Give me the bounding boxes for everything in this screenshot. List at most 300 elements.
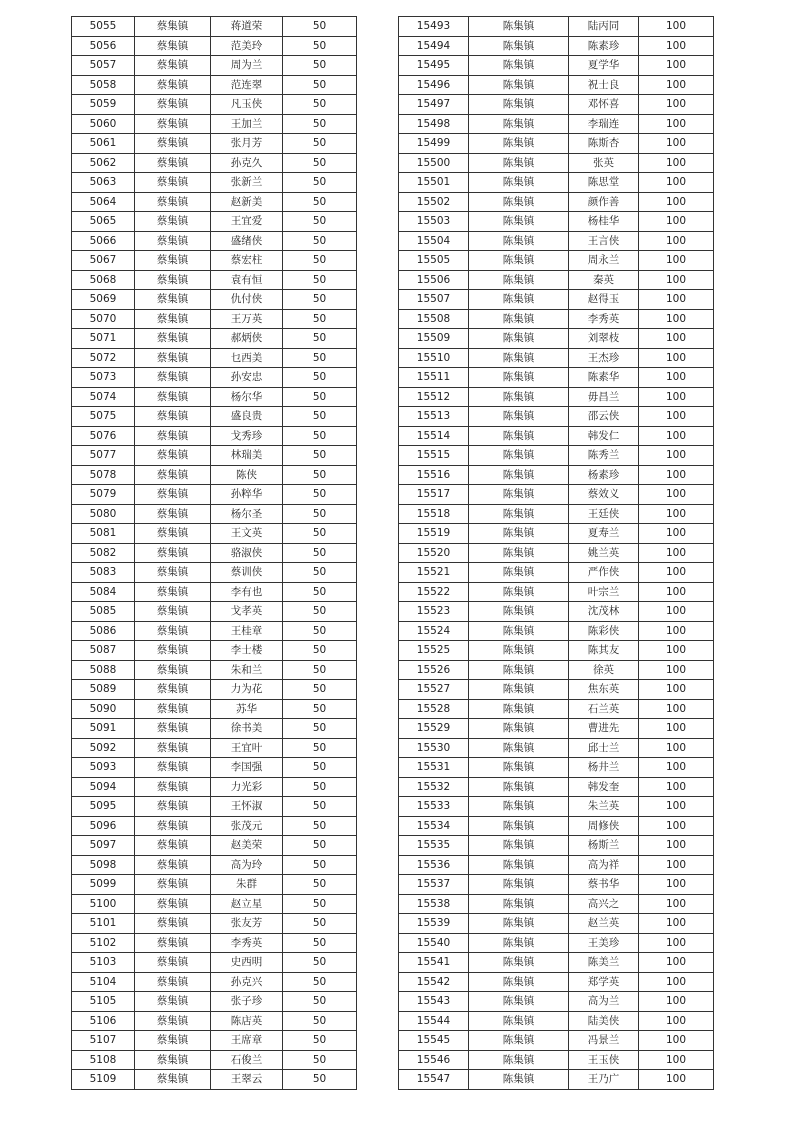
name-cell: 杨素珍	[569, 465, 639, 485]
town-cell: 陈集镇	[469, 992, 569, 1012]
row-number-cell: 15497	[399, 95, 469, 115]
town-cell: 陈集镇	[469, 134, 569, 154]
amount-cell: 50	[283, 387, 357, 407]
row-number-cell: 5092	[72, 738, 135, 758]
amount-cell: 100	[639, 855, 714, 875]
town-cell: 蔡集镇	[135, 231, 211, 251]
table-row	[72, 114, 357, 134]
amount-cell: 50	[283, 641, 357, 661]
table-row	[399, 933, 714, 953]
name-cell: 戈孝英	[211, 602, 283, 622]
amount-cell: 50	[283, 894, 357, 914]
row-number-cell: 5100	[72, 894, 135, 914]
row-number-cell: 15527	[399, 680, 469, 700]
amount-cell: 50	[283, 426, 357, 446]
town-cell: 陈集镇	[469, 1031, 569, 1051]
table-row	[72, 270, 357, 290]
town-cell: 陈集镇	[469, 836, 569, 856]
row-number-cell: 15528	[399, 699, 469, 719]
table-row	[72, 56, 357, 76]
amount-cell: 100	[639, 563, 714, 583]
name-cell: 杨井兰	[569, 758, 639, 778]
town-cell: 陈集镇	[469, 426, 569, 446]
amount-cell: 50	[283, 543, 357, 563]
town-cell: 陈集镇	[469, 582, 569, 602]
town-cell: 陈集镇	[469, 212, 569, 232]
town-cell: 陈集镇	[469, 543, 569, 563]
amount-cell: 50	[283, 504, 357, 524]
amount-cell: 50	[283, 173, 357, 193]
town-cell: 蔡集镇	[135, 992, 211, 1012]
row-number-cell: 15520	[399, 543, 469, 563]
town-cell: 陈集镇	[469, 524, 569, 544]
row-number-cell: 15506	[399, 270, 469, 290]
row-number-cell: 5108	[72, 1050, 135, 1070]
row-number-cell: 15494	[399, 36, 469, 56]
town-cell: 蔡集镇	[135, 855, 211, 875]
row-number-cell: 15513	[399, 407, 469, 427]
row-number-cell: 5082	[72, 543, 135, 563]
name-cell: 徐英	[569, 660, 639, 680]
row-number-cell: 15525	[399, 641, 469, 661]
amount-cell: 50	[283, 56, 357, 76]
table-row	[72, 543, 357, 563]
town-cell: 蔡集镇	[135, 543, 211, 563]
table-row	[399, 348, 714, 368]
amount-cell: 50	[283, 621, 357, 641]
table-row	[399, 699, 714, 719]
name-cell: 周永兰	[569, 251, 639, 271]
name-cell: 祝士良	[569, 75, 639, 95]
table-row	[72, 1011, 357, 1031]
name-cell: 凡玉侠	[211, 95, 283, 115]
table-row	[399, 738, 714, 758]
name-cell: 史西明	[211, 953, 283, 973]
name-cell: 陈思堂	[569, 173, 639, 193]
row-number-cell: 15546	[399, 1050, 469, 1070]
name-cell: 石兰英	[569, 699, 639, 719]
town-cell: 陈集镇	[469, 114, 569, 134]
amount-cell: 50	[283, 914, 357, 934]
amount-cell: 50	[283, 816, 357, 836]
row-number-cell: 15544	[399, 1011, 469, 1031]
town-cell: 陈集镇	[469, 231, 569, 251]
name-cell: 赵立星	[211, 894, 283, 914]
amount-cell: 100	[639, 797, 714, 817]
table-row	[399, 816, 714, 836]
town-cell: 陈集镇	[469, 1050, 569, 1070]
town-cell: 蔡集镇	[135, 251, 211, 271]
amount-cell: 100	[639, 309, 714, 329]
town-cell: 蔡集镇	[135, 1050, 211, 1070]
amount-cell: 50	[283, 933, 357, 953]
town-cell: 蔡集镇	[135, 894, 211, 914]
name-cell: 陆丙同	[569, 17, 639, 37]
table-row	[72, 582, 357, 602]
row-number-cell: 5072	[72, 348, 135, 368]
table-row	[399, 524, 714, 544]
town-cell: 陈集镇	[469, 699, 569, 719]
row-number-cell: 15531	[399, 758, 469, 778]
name-cell: 李秀英	[211, 933, 283, 953]
amount-cell: 100	[639, 387, 714, 407]
row-number-cell: 5105	[72, 992, 135, 1012]
table-row	[72, 602, 357, 622]
table-row	[72, 641, 357, 661]
amount-cell: 100	[639, 582, 714, 602]
town-cell: 蔡集镇	[135, 602, 211, 622]
town-cell: 蔡集镇	[135, 446, 211, 466]
name-cell: 陈侠	[211, 465, 283, 485]
name-cell: 孙安忠	[211, 368, 283, 388]
name-cell: 石俊兰	[211, 1050, 283, 1070]
town-cell: 蔡集镇	[135, 504, 211, 524]
table-row	[399, 309, 714, 329]
name-cell: 王翠云	[211, 1070, 283, 1090]
table-row	[399, 1011, 714, 1031]
name-cell: 盛绪侠	[211, 231, 283, 251]
town-cell: 蔡集镇	[135, 933, 211, 953]
row-number-cell: 5060	[72, 114, 135, 134]
name-cell: 郝炳侠	[211, 329, 283, 349]
table-row	[399, 465, 714, 485]
name-cell: 朱兰英	[569, 797, 639, 817]
table-row	[399, 914, 714, 934]
name-cell: 朱和兰	[211, 660, 283, 680]
row-number-cell: 5063	[72, 173, 135, 193]
town-cell: 蔡集镇	[135, 777, 211, 797]
amount-cell: 50	[283, 660, 357, 680]
row-number-cell: 5071	[72, 329, 135, 349]
table-row	[72, 290, 357, 310]
row-number-cell: 5059	[72, 95, 135, 115]
town-cell: 蔡集镇	[135, 134, 211, 154]
amount-cell: 100	[639, 251, 714, 271]
town-cell: 蔡集镇	[135, 426, 211, 446]
row-number-cell: 5087	[72, 641, 135, 661]
table-row	[72, 134, 357, 154]
name-cell: 戈秀珍	[211, 426, 283, 446]
town-cell: 蔡集镇	[135, 387, 211, 407]
amount-cell: 100	[639, 641, 714, 661]
town-cell: 蔡集镇	[135, 660, 211, 680]
row-number-cell: 15507	[399, 290, 469, 310]
name-cell: 蔡训侠	[211, 563, 283, 583]
row-number-cell: 15529	[399, 719, 469, 739]
name-cell: 杨尔华	[211, 387, 283, 407]
name-cell: 夏学华	[569, 56, 639, 76]
row-number-cell: 5056	[72, 36, 135, 56]
town-cell: 蔡集镇	[135, 407, 211, 427]
table-row	[399, 777, 714, 797]
amount-cell: 100	[639, 270, 714, 290]
table-row	[399, 972, 714, 992]
name-cell: 王廷侠	[569, 504, 639, 524]
town-cell: 蔡集镇	[135, 329, 211, 349]
row-number-cell: 15505	[399, 251, 469, 271]
name-cell: 郑学英	[569, 972, 639, 992]
town-cell: 蔡集镇	[135, 309, 211, 329]
row-number-cell: 15502	[399, 192, 469, 212]
amount-cell: 50	[283, 134, 357, 154]
town-cell: 陈集镇	[469, 270, 569, 290]
amount-cell: 100	[639, 621, 714, 641]
amount-cell: 100	[639, 894, 714, 914]
row-number-cell: 5067	[72, 251, 135, 271]
table-row	[399, 212, 714, 232]
town-cell: 蔡集镇	[135, 524, 211, 544]
table-row	[72, 212, 357, 232]
name-cell: 高为玲	[211, 855, 283, 875]
row-number-cell: 15524	[399, 621, 469, 641]
town-cell: 陈集镇	[469, 719, 569, 739]
town-cell: 蔡集镇	[135, 680, 211, 700]
row-number-cell: 5070	[72, 309, 135, 329]
table-row	[72, 660, 357, 680]
table-row	[399, 485, 714, 505]
name-cell: 蔡书华	[569, 875, 639, 895]
town-cell: 蔡集镇	[135, 95, 211, 115]
row-number-cell: 5081	[72, 524, 135, 544]
table-row	[72, 36, 357, 56]
name-cell: 周为兰	[211, 56, 283, 76]
name-cell: 乜西美	[211, 348, 283, 368]
right-roster-table	[398, 16, 714, 1090]
table-row	[399, 251, 714, 271]
town-cell: 蔡集镇	[135, 699, 211, 719]
name-cell: 刘翠枝	[569, 329, 639, 349]
amount-cell: 100	[639, 192, 714, 212]
amount-cell: 100	[639, 36, 714, 56]
name-cell: 蔡宏柱	[211, 251, 283, 271]
town-cell: 陈集镇	[469, 602, 569, 622]
name-cell: 张友芳	[211, 914, 283, 934]
table-row	[399, 270, 714, 290]
table-row	[72, 699, 357, 719]
amount-cell: 50	[283, 309, 357, 329]
table-row	[399, 758, 714, 778]
row-number-cell: 15533	[399, 797, 469, 817]
table-row	[399, 504, 714, 524]
town-cell: 蔡集镇	[135, 173, 211, 193]
table-row	[72, 621, 357, 641]
row-number-cell: 15504	[399, 231, 469, 251]
amount-cell: 50	[283, 563, 357, 583]
town-cell: 陈集镇	[469, 777, 569, 797]
name-cell: 范美玲	[211, 36, 283, 56]
town-cell: 蔡集镇	[135, 348, 211, 368]
amount-cell: 50	[283, 719, 357, 739]
row-number-cell: 5093	[72, 758, 135, 778]
row-number-cell: 15495	[399, 56, 469, 76]
table-row	[72, 387, 357, 407]
amount-cell: 50	[283, 212, 357, 232]
amount-cell: 100	[639, 758, 714, 778]
name-cell: 王怀淑	[211, 797, 283, 817]
name-cell: 夏寿兰	[569, 524, 639, 544]
row-number-cell: 15537	[399, 875, 469, 895]
table-row	[399, 368, 714, 388]
row-number-cell: 15509	[399, 329, 469, 349]
row-number-cell: 15501	[399, 173, 469, 193]
row-number-cell: 15518	[399, 504, 469, 524]
amount-cell: 100	[639, 875, 714, 895]
row-number-cell: 15503	[399, 212, 469, 232]
table-row	[399, 134, 714, 154]
amount-cell: 100	[639, 933, 714, 953]
town-cell: 陈集镇	[469, 192, 569, 212]
table-row	[399, 387, 714, 407]
name-cell: 王宜爱	[211, 212, 283, 232]
table-row	[399, 56, 714, 76]
name-cell: 林瑞美	[211, 446, 283, 466]
table-row	[72, 758, 357, 778]
amount-cell: 100	[639, 231, 714, 251]
amount-cell: 100	[639, 153, 714, 173]
row-number-cell: 5077	[72, 446, 135, 466]
row-number-cell: 15499	[399, 134, 469, 154]
table-row	[399, 290, 714, 310]
row-number-cell: 5109	[72, 1070, 135, 1090]
table-row	[72, 1031, 357, 1051]
table-row	[72, 465, 357, 485]
town-cell: 陈集镇	[469, 875, 569, 895]
row-number-cell: 5086	[72, 621, 135, 641]
name-cell: 陈素珍	[569, 36, 639, 56]
row-number-cell: 5068	[72, 270, 135, 290]
town-cell: 蔡集镇	[135, 290, 211, 310]
row-number-cell: 5078	[72, 465, 135, 485]
table-row	[72, 855, 357, 875]
amount-cell: 100	[639, 836, 714, 856]
town-cell: 蔡集镇	[135, 719, 211, 739]
town-cell: 陈集镇	[469, 972, 569, 992]
town-cell: 陈集镇	[469, 1070, 569, 1090]
amount-cell: 100	[639, 699, 714, 719]
name-cell: 赵兰英	[569, 914, 639, 934]
row-number-cell: 5062	[72, 153, 135, 173]
amount-cell: 50	[283, 192, 357, 212]
table-row	[72, 309, 357, 329]
row-number-cell: 15536	[399, 855, 469, 875]
row-number-cell: 5088	[72, 660, 135, 680]
name-cell: 陈店英	[211, 1011, 283, 1031]
row-number-cell: 5097	[72, 836, 135, 856]
town-cell: 陈集镇	[469, 387, 569, 407]
name-cell: 李瑞连	[569, 114, 639, 134]
amount-cell: 100	[639, 290, 714, 310]
row-number-cell: 15512	[399, 387, 469, 407]
name-cell: 骆淑侠	[211, 543, 283, 563]
name-cell: 力为花	[211, 680, 283, 700]
row-number-cell: 15540	[399, 933, 469, 953]
table-row	[399, 855, 714, 875]
amount-cell: 50	[283, 36, 357, 56]
name-cell: 严作侠	[569, 563, 639, 583]
town-cell: 陈集镇	[469, 758, 569, 778]
row-number-cell: 15541	[399, 953, 469, 973]
table-row	[72, 95, 357, 115]
table-row	[72, 894, 357, 914]
row-number-cell: 5095	[72, 797, 135, 817]
row-number-cell: 15543	[399, 992, 469, 1012]
row-number-cell: 5061	[72, 134, 135, 154]
name-cell: 李国强	[211, 758, 283, 778]
name-cell: 颜作善	[569, 192, 639, 212]
amount-cell: 50	[283, 582, 357, 602]
table-row	[399, 719, 714, 739]
row-number-cell: 15532	[399, 777, 469, 797]
row-number-cell: 5080	[72, 504, 135, 524]
amount-cell: 100	[639, 134, 714, 154]
row-number-cell: 15522	[399, 582, 469, 602]
name-cell: 高兴之	[569, 894, 639, 914]
row-number-cell: 5106	[72, 1011, 135, 1031]
row-number-cell: 5065	[72, 212, 135, 232]
table-row	[72, 407, 357, 427]
table-row	[399, 543, 714, 563]
amount-cell: 50	[283, 524, 357, 544]
row-number-cell: 5057	[72, 56, 135, 76]
town-cell: 陈集镇	[469, 173, 569, 193]
amount-cell: 100	[639, 56, 714, 76]
table-row	[72, 933, 357, 953]
town-cell: 蔡集镇	[135, 816, 211, 836]
row-number-cell: 5085	[72, 602, 135, 622]
amount-cell: 50	[283, 797, 357, 817]
town-cell: 陈集镇	[469, 680, 569, 700]
name-cell: 王席章	[211, 1031, 283, 1051]
row-number-cell: 15535	[399, 836, 469, 856]
table-row	[399, 992, 714, 1012]
town-cell: 蔡集镇	[135, 192, 211, 212]
amount-cell: 100	[639, 485, 714, 505]
name-cell: 张新兰	[211, 173, 283, 193]
table-row	[72, 446, 357, 466]
name-cell: 陈彩侠	[569, 621, 639, 641]
town-cell: 蔡集镇	[135, 914, 211, 934]
table-row	[72, 192, 357, 212]
town-cell: 蔡集镇	[135, 270, 211, 290]
town-cell: 陈集镇	[469, 563, 569, 583]
town-cell: 陈集镇	[469, 816, 569, 836]
town-cell: 陈集镇	[469, 465, 569, 485]
town-cell: 陈集镇	[469, 290, 569, 310]
row-number-cell: 15510	[399, 348, 469, 368]
row-number-cell: 15493	[399, 17, 469, 37]
name-cell: 秦英	[569, 270, 639, 290]
name-cell: 沈茂林	[569, 602, 639, 622]
row-number-cell: 5055	[72, 17, 135, 37]
name-cell: 苏华	[211, 699, 283, 719]
table-row	[72, 738, 357, 758]
table-row	[72, 719, 357, 739]
table-row	[72, 680, 357, 700]
amount-cell: 50	[283, 446, 357, 466]
town-cell: 蔡集镇	[135, 641, 211, 661]
town-cell: 蔡集镇	[135, 1011, 211, 1031]
town-cell: 陈集镇	[469, 446, 569, 466]
town-cell: 陈集镇	[469, 75, 569, 95]
amount-cell: 50	[283, 699, 357, 719]
name-cell: 陈其友	[569, 641, 639, 661]
table-row	[72, 953, 357, 973]
town-cell: 陈集镇	[469, 485, 569, 505]
row-number-cell: 15521	[399, 563, 469, 583]
amount-cell: 50	[283, 485, 357, 505]
table-row	[399, 660, 714, 680]
table-row	[72, 1050, 357, 1070]
